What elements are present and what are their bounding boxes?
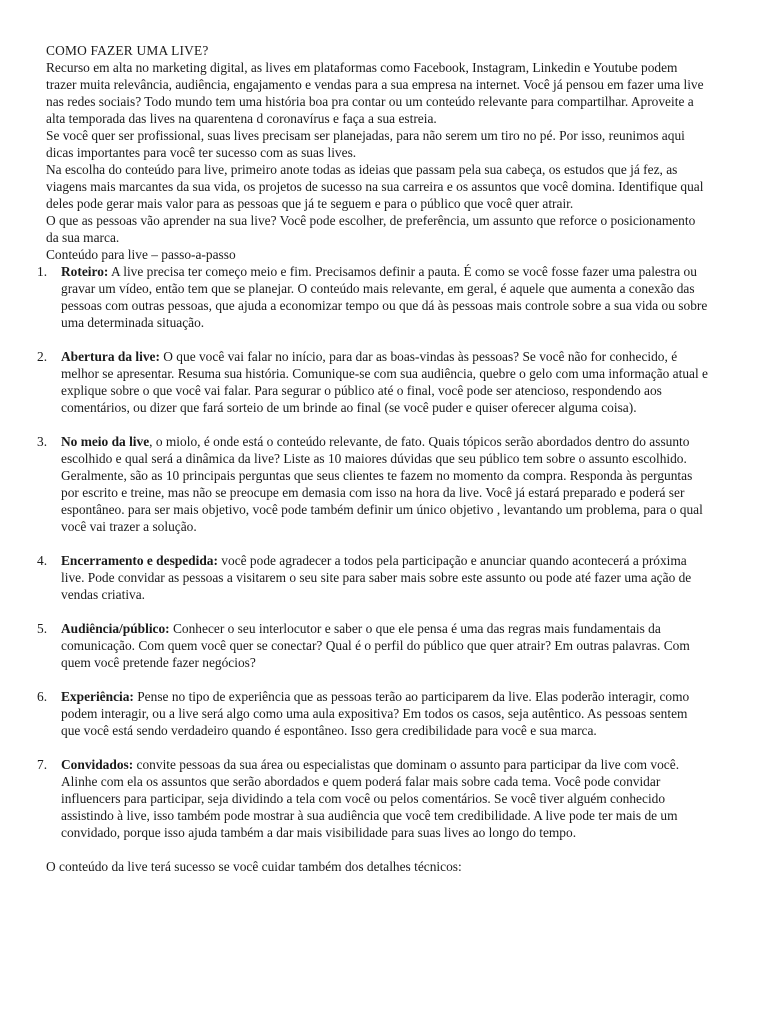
step-heading: Encerramento e despedida:	[61, 553, 218, 568]
step-heading: No meio da live	[61, 434, 150, 449]
list-number: 7.	[37, 757, 48, 772]
list-number: 6.	[37, 689, 48, 704]
document-title: COMO FAZER UMA LIVE?	[46, 43, 209, 58]
list-number: 2.	[37, 349, 48, 364]
step-text: Conhecer o seu interlocutor e saber o que ele pensa é uma das regras mais fundamentais da comunicação. Com quem você quer se conectar? Qual é o perfil do público que quer atrair? Em outras palavras. Com quem você pretende fazer negócios?	[61, 621, 690, 670]
list-item	[37, 620, 710, 671]
step-text: você pode agradecer a todos pela participação e anunciar quando acontecerá a próxima live. Pode convidar as pessoas a visitarem o seu site para saber mais sobre este assunto ou pode até fazer uma ação de vendas criativa.	[61, 553, 692, 602]
steps-list	[37, 263, 710, 841]
list-number: 1.	[37, 264, 48, 279]
list-item	[37, 756, 710, 841]
step-text: A live precisa ter começo meio e fim. Precisamos definir a pauta. É como se você fosse fazer uma palestra ou gravar um vídeo, então tem que se planejar. O conteúdo mais relevante, em geral, é aquele que aumenta a conexão das pessoas com outras pessoas, que ajuda a economizar tempo ou que dá às pessoas mais controle sobre a sua vida ou sobre uma determinada situação.	[61, 264, 708, 330]
list-number: 4.	[37, 553, 48, 568]
step-text: convite pessoas da sua área ou especialistas que dominam o assunto para participar da live com você. Alinhe com ela os assuntos que serão abordados e quem poderá falar mais sobre cada tema. Você pode convidar influencers para participar, seja dividindo a tela com você ou pelos comentários. Se você tiver alguém conhecido assistindo à live, isso também pode mostrar à sua audiência que você tem credibilidade. A live pode ter mais de um convidado, porque isso ajuda também a dar mais visibilidade para suas lives ao longo do tempo.	[61, 757, 680, 840]
step-heading: Roteiro:	[61, 264, 109, 279]
list-item	[37, 688, 710, 739]
intro-paragraph-4: O que as pessoas vão aprender na sua live? Você pode escolher, de preferência, um assunto que reforce o posicionamento da sua marca.	[46, 213, 696, 245]
list-item	[37, 348, 710, 416]
step-heading: Convidados:	[61, 757, 134, 772]
step-heading: Audiência/público:	[61, 621, 170, 636]
section-subtitle: Conteúdo para live – passo-a-passo	[46, 247, 236, 262]
step-heading: Abertura da live:	[61, 349, 160, 364]
intro-paragraph-3: Na escolha do conteúdo para live, primeiro anote todas as ideias que passam pela sua cabeça, os estudos que já fez, as viagens mais marcantes da sua vida, os projetos de sucesso na sua carreira e os assuntos que você domina. Identifique qual deles pode gerar mais valor para as pessoas que já te seguem e para o público que você quer atrair.	[46, 162, 704, 211]
list-item	[37, 263, 710, 331]
intro-paragraph-2: Se você quer ser profissional, suas lives precisam ser planejadas, para não serem um tiro no pé. Por isso, reunimos aqui dicas importantes para você ter sucesso com as suas lives.	[46, 128, 685, 160]
step-text: O que você vai falar no início, para dar as boas-vindas às pessoas? Se você não for conhecido, é melhor se apresentar. Resuma sua história. Comunique-se com sua audiência, quebre o gelo com uma informação atual e explique sobre o que você vai falar. Para segurar o público até o final, você pode ser atencioso, respondendo aos comentários, ou dizer que fará sorteio de um brinde ao final (se você puder e quiser oferecer alguma coisa).	[61, 349, 708, 415]
list-item	[37, 433, 710, 535]
intro-paragraph-1: Recurso em alta no marketing digital, as lives em plataformas como Facebook, Instagram, Linkedin e Youtube podem trazer muita relevância, audiência, engajamento e vendas para a sua empresa na internet. Você já pensou em fazer uma live nas redes sociais? Todo mundo tem uma história boa pra contar ou um conteúdo relevante para compartilhar. Aproveite a alta temporada das lives na quarentena d coronavírus e faça a sua estreia.	[46, 60, 704, 126]
list-item	[37, 552, 710, 603]
closing-paragraph: O conteúdo da live terá sucesso se você cuidar também dos detalhes técnicos:	[46, 859, 462, 874]
step-heading: Experiência:	[61, 689, 134, 704]
step-text: Pense no tipo de experiência que as pessoas terão ao participarem da live. Elas poderão interagir, como podem interagir, ou a live será algo como uma aula expositiva? Em todos os casos, seja autêntico. As pessoas sentem que você está sendo verdadeiro quando é espontâneo. Isso gera credibilidade para você e sua marca.	[61, 689, 690, 738]
list-number: 5.	[37, 621, 48, 636]
list-number: 3.	[37, 434, 48, 449]
step-text: , o miolo, é onde está o conteúdo relevante, de fato. Quais tópicos serão abordados dentro do assunto escolhido e qual será a dinâmica da live? Liste as 10 maiores dúvidas que seu público tem sobre o assunto escolhido. Geralmente, são as 10 principais perguntas que seus clientes te fazem no momento da compra. Responda às perguntas por escrito e treine, mas não se preocupe em demasia com isso na hora da live. Você já estará preparado e poderá ser espontâneo. para ser mais objetivo, você pode também definir um único objetivo , levantando um problema, para o qual você vai trazer a solução.	[61, 434, 703, 534]
